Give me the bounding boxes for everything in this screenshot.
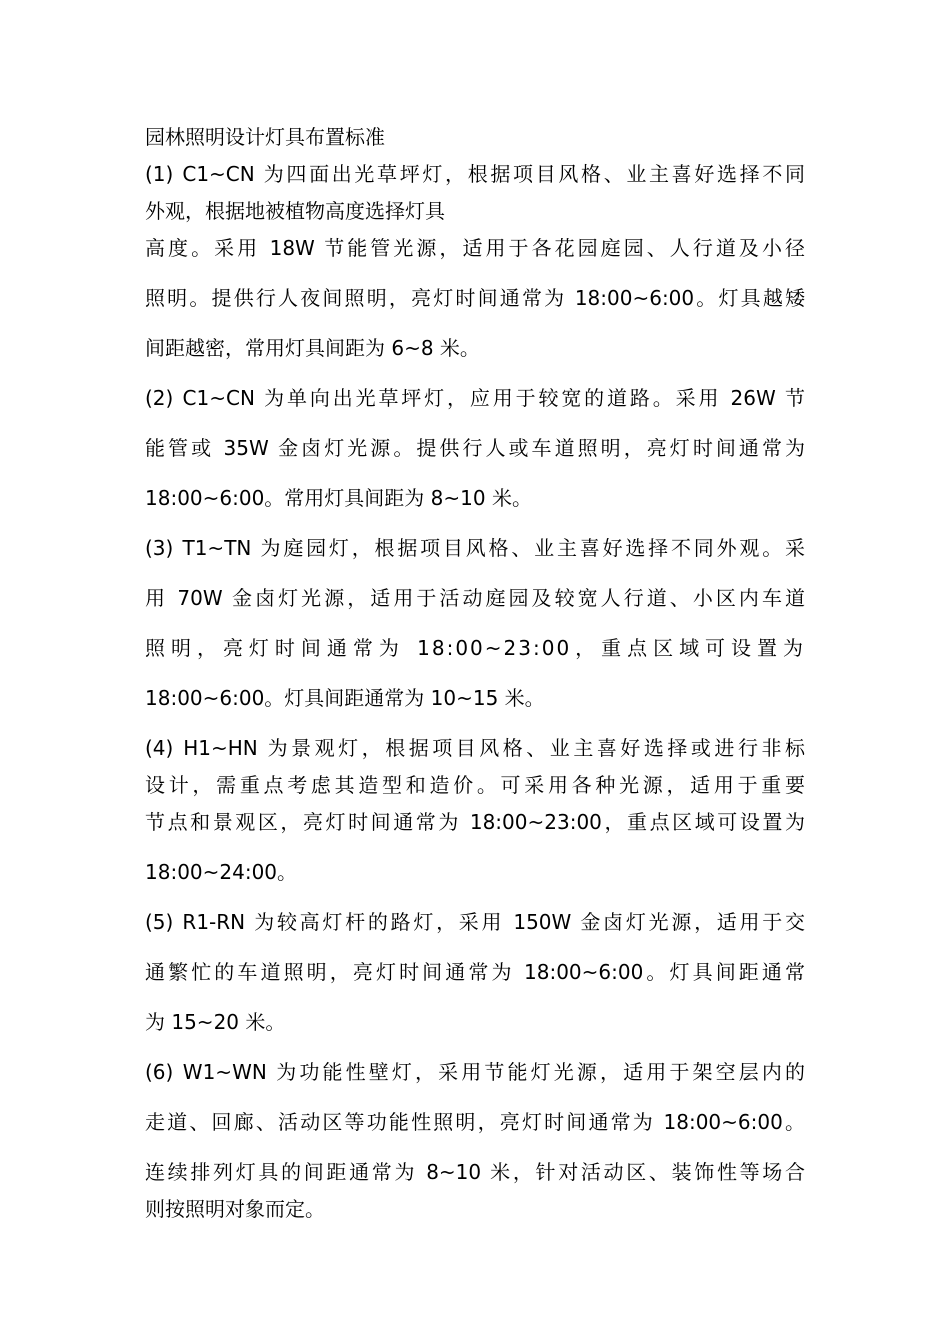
paragraph-line: 18:00~24:00。 <box>145 860 298 884</box>
paragraph-line: 通繁忙的车道照明，亮灯时间通常为 18:00~6:00。灯具间距通常 <box>145 960 805 984</box>
paragraph-line: 照明。提供行人夜间照明，亮灯时间通常为 18:00~6:00。灯具越矮 <box>145 286 805 310</box>
paragraph-line: 走道、回廊、活动区等功能性照明，亮灯时间通常为 18:00~6:00。 <box>145 1110 805 1134</box>
paragraph-line: 设计，需重点考虑其造型和造价。可采用各种光源，适用于重要 <box>145 773 805 797</box>
paragraph-line: (2) C1~CN 为单向出光草坪灯，应用于较宽的道路。采用 26W 节 <box>145 386 805 410</box>
paragraph-line: 能管或 35W 金卤灯光源。提供行人或车道照明，亮灯时间通常为 <box>145 436 805 460</box>
paragraph-line: 用 70W 金卤灯光源，适用于活动庭园及较宽人行道、小区内车道 <box>145 586 805 610</box>
paragraph-line: 间距越密，常用灯具间距为 6~8 米。 <box>145 336 480 360</box>
paragraph-line: (5) R1-RN 为较高灯杆的路灯，采用 150W 金卤灯光源，适用于交 <box>145 910 805 934</box>
paragraph-line: (3) T1~TN 为庭园灯，根据项目风格、业主喜好选择不同外观。采 <box>145 536 805 560</box>
paragraph-line: 则按照明对象而定。 <box>145 1197 325 1221</box>
paragraph-line: 照明，亮灯时间通常为 18:00~23:00，重点区域可设置为 <box>145 636 805 660</box>
paragraph-line: 为 15~20 米。 <box>145 1010 286 1034</box>
paragraph-line: (1) C1~CN 为四面出光草坪灯，根据项目风格、业主喜好选择不同 <box>145 162 805 186</box>
paragraph-line: 18:00~6:00。灯具间距通常为 10~15 米。 <box>145 686 545 710</box>
paragraph-line: 18:00~6:00。常用灯具间距为 8~10 米。 <box>145 486 532 510</box>
paragraph-line: 外观，根据地被植物高度选择灯具 <box>145 199 445 223</box>
paragraph-line: 节点和景观区，亮灯时间通常为 18:00~23:00，重点区域可设置为 <box>145 810 805 834</box>
paragraph-line: (4) H1~HN 为景观灯，根据项目风格、业主喜好选择或进行非标 <box>145 736 805 760</box>
paragraph-line: (6) W1~WN 为功能性壁灯，采用节能灯光源，适用于架空层内的 <box>145 1060 805 1084</box>
document-title: 园林照明设计灯具布置标准 <box>145 125 385 149</box>
paragraph-line: 高度。采用 18W 节能管光源，适用于各花园庭园、人行道及小径 <box>145 236 805 260</box>
paragraph-line: 连续排列灯具的间距通常为 8~10 米，针对活动区、装饰性等场合 <box>145 1160 805 1184</box>
